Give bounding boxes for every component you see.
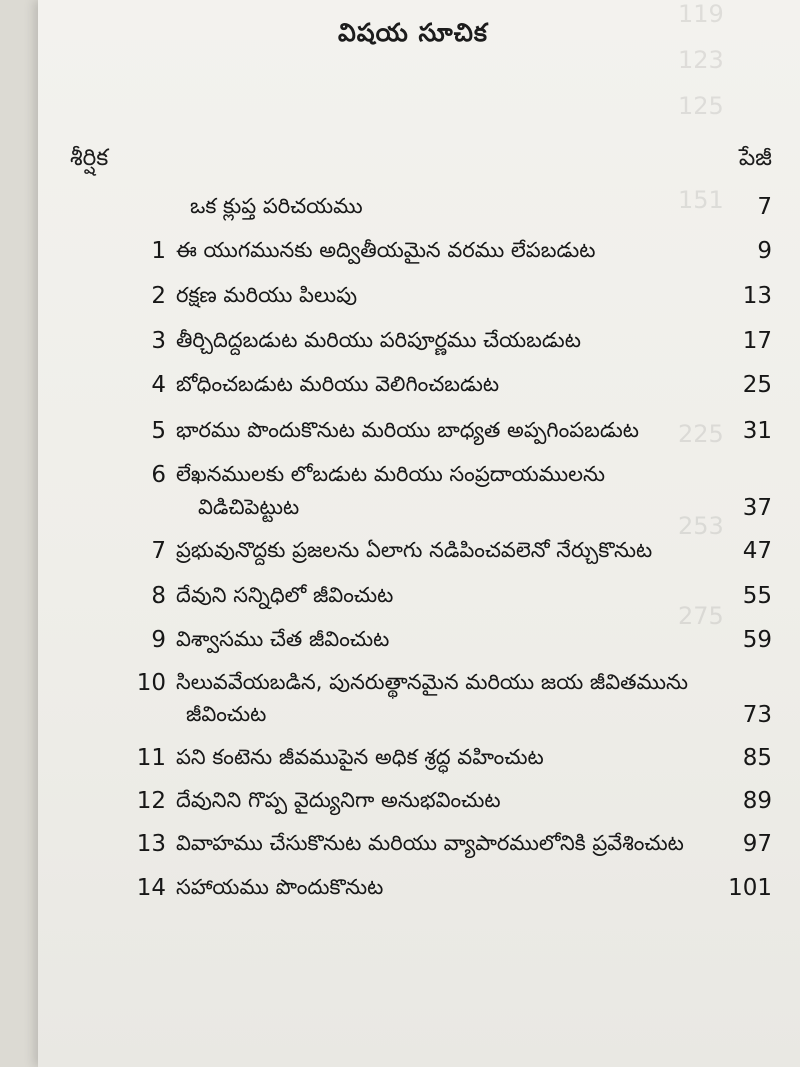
chapter-title: లేఖనములకు లోబడుట మరియు సంప్రదాయములను [176,462,605,486]
chapter-title: భారము పొందుకొనుట మరియు బాధ్యత అప్పగింపబడుట [176,418,639,442]
chapter-title: ఒక క్లుప్త పరిచయము [190,194,363,218]
bleed-through-number: 253 [678,512,724,540]
bleed-through-number: 119 [678,0,724,28]
chapter-number: 6 [151,462,166,488]
page-number: 55 [742,583,772,609]
page-number: 101 [728,875,772,901]
bleed-through-number: 151 [678,186,724,214]
page-number: 25 [742,372,772,398]
chapter-title: దేవుని సన్నిధిలో జీవించుట [176,583,394,607]
toc-entry [38,328,800,368]
chapter-number: 8 [151,583,166,609]
page-title: విషయ సూచిక [338,18,488,47]
chapter-title: విశ్వాసము చేత జీవించుట [176,627,390,651]
bleed-through-number: 125 [678,92,724,120]
chapter-title: బోధించబడుట మరియు వెలిగించబడుట [176,372,500,396]
page-number: 13 [742,283,772,309]
page-number: 31 [742,418,772,444]
chapter-number: 3 [151,328,166,354]
page-number: 17 [742,328,772,354]
page-number: 47 [742,538,772,564]
chapter-title: సహాయము పొందుకొనుట [176,875,384,899]
chapter-number: 1 [151,238,166,264]
toc-entry [38,583,800,623]
toc-entry [38,372,800,412]
chapter-title: జీవించుట [186,702,267,726]
chapter-title: తీర్చిదిద్దబడుట మరియు పరిపూర్ణము చేయబడుట [176,328,581,352]
column-heading-title: శీర్షిక [70,145,109,171]
toc-entry [38,627,800,667]
chapter-title: వివాహము చేసుకొనుట మరియు వ్యాపారములోనికి ప్రవేశించుట [176,831,684,855]
chapter-title: రక్షణ మరియు పిలుపు [176,283,358,307]
chapter-number: 7 [151,538,166,564]
chapter-title: సిలువవేయబడిన, పునరుత్థానమైన మరియు జయ జీవితమును [176,670,689,694]
chapter-number: 13 [136,831,166,857]
column-heading-page: పేజీ [738,145,772,171]
chapter-number: 14 [136,875,166,901]
chapter-number: 12 [136,788,166,814]
toc-entry [38,538,800,578]
chapter-number: 11 [136,745,166,771]
chapter-title: ఈ యుగమునకు అద్వితీయమైన వరము లేపబడుట [176,238,596,262]
page-number: 85 [742,745,772,771]
toc-entry [38,875,800,915]
toc-entry-continuation [38,495,800,535]
chapter-number: 5 [151,418,166,444]
toc-entry [38,283,800,323]
toc-entry [38,788,800,828]
chapter-title: ప్రభువునొద్దకు ప్రజలను ఏలాగు నడిపించవలెనో నేర్చుకొనుట [176,538,653,562]
toc-entry [38,194,800,234]
bleed-through-number: 123 [678,46,724,74]
book-page [38,0,800,1067]
chapter-number: 4 [151,372,166,398]
page-number: 9 [757,238,772,264]
bleed-through-number: 275 [678,602,724,630]
page-number: 97 [742,831,772,857]
page-number: 59 [742,627,772,653]
toc-entry [38,418,800,458]
toc-entry [38,745,800,785]
chapter-title: దేవునిని గొప్ప వైద్యునిగా అనుభవించుట [176,788,501,812]
page-number: 37 [742,495,772,521]
page-number: 7 [757,194,772,220]
toc-entry [38,831,800,871]
page-number: 89 [742,788,772,814]
chapter-number: 2 [151,283,166,309]
bleed-through-number: 225 [678,420,724,448]
chapter-number: 10 [136,670,166,696]
chapter-number: 9 [151,627,166,653]
toc-entry-continuation [38,702,800,742]
chapter-title: విడిచిపెట్టుట [198,495,300,519]
page-number: 73 [742,702,772,728]
chapter-title: పని కంటెను జీవముపైన అధిక శ్రద్ధ వహించుట [176,745,544,769]
toc-entry [38,238,800,278]
